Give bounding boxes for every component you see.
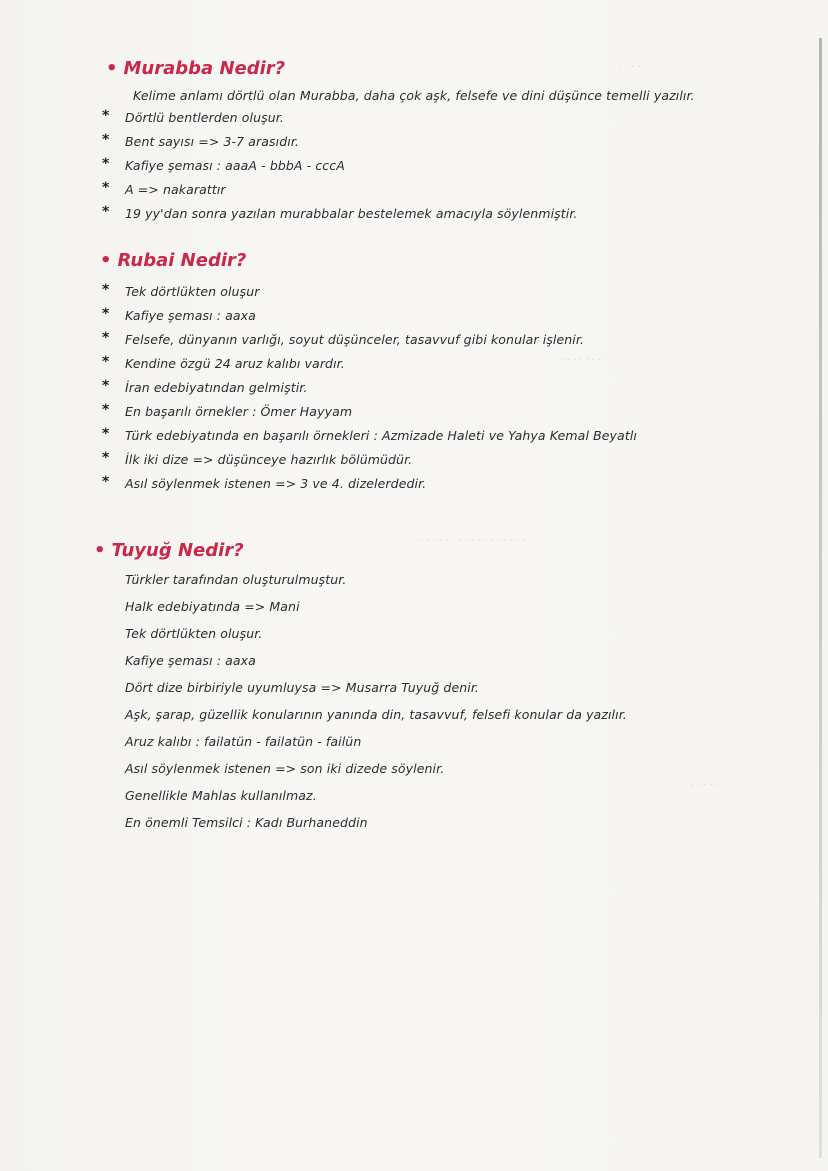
tuyug-item: Aşk, şarap, güzellik konularının yanında din, tasavvuf, felsefi konular da yazılır. (125, 707, 627, 722)
rubai-item: Tek dörtlükten oluşur (125, 284, 260, 299)
tuyug-item: Halk edebiyatında => Mani (125, 599, 300, 614)
tuyug-item: Dört dize birbiriyle uyumluysa => Musarra Tuyuğ denir. (125, 680, 480, 695)
bullet-star-icon: * (102, 354, 110, 370)
bullet-star-icon: * (102, 108, 110, 124)
bullet-star-icon: * (102, 402, 110, 418)
rubai-item: Türk edebiyatında en başarılı örnekleri : Azmizade Haleti ve Yahya Kemal Beyatlı (125, 428, 637, 443)
bullet-star-icon: * (102, 306, 110, 322)
rubai-item: Felsefe, dünyanın varlığı, soyut düşünceler, tasavvuf gibi konular işlenir. (125, 332, 585, 347)
bleed-through-mark: · · · · · · · · · · · · · · · · · (420, 536, 525, 547)
bullet-star-icon: * (102, 426, 110, 442)
bleed-through-mark: · · · · · (690, 780, 719, 791)
murabba-item: 19 yy'dan sonra yazılan murabbalar bestelemek amacıyla söylenmiştir. (125, 206, 578, 221)
rubai-item: Kendine özgü 24 aruz kalıbı vardır. (125, 356, 345, 371)
bleed-through-mark: · · · · · (612, 62, 641, 73)
bullet-star-icon: * (102, 474, 110, 490)
rubai-item: İran edebiyatından gelmiştir. (125, 380, 308, 395)
bullet-star-icon: * (102, 378, 110, 394)
rubai-item: İlk iki dize => düşünceye hazırlık bölümüdür. (125, 452, 413, 467)
bullet-star-icon: * (102, 282, 110, 298)
murabba-item: Dörtlü bentlerden oluşur. (125, 110, 284, 125)
bullet-star-icon: * (102, 330, 110, 346)
heading-rubai: • Rubai Nedir? (100, 250, 247, 271)
murabba-item: Kafiye şeması : aaaA - bbbA - cccA (125, 158, 345, 173)
tuyug-item: Tek dörtlükten oluşur. (125, 626, 263, 641)
rubai-item: Kafiye şeması : aaxa (125, 308, 256, 323)
tuyug-item: En önemli Temsilci : Kadı Burhaneddin (125, 815, 368, 830)
rubai-item: Asıl söylenmek istenen => 3 ve 4. dizelerdedir. (125, 476, 427, 491)
bullet-star-icon: * (102, 450, 110, 466)
bullet-star-icon: * (102, 180, 110, 196)
tuyug-item: Asıl söylenmek istenen => son iki dizede söylenir. (125, 761, 445, 776)
heading-murabba: • Murabba Nedir? (106, 58, 286, 79)
tuyug-item: Genellikle Mahlas kullanılmaz. (125, 788, 317, 803)
murabba-item: Bent sayısı => 3-7 arasıdır. (125, 134, 299, 149)
tuyug-item: Aruz kalıbı : failatün - failatün - failün (125, 734, 362, 749)
bullet-star-icon: * (102, 204, 110, 220)
bleed-through-mark: · · · · · · · (560, 355, 602, 366)
murabba-intro: Kelime anlamı dörtlü olan Murabba, daha çok aşk, felsefe ve dini düşünce temelli yazılır. (133, 88, 695, 103)
bullet-star-icon: * (102, 132, 110, 148)
tuyug-item: Türkler tarafından oluşturulmuştur. (125, 572, 347, 587)
rubai-item: En başarılı örnekler : Ömer Hayyam (125, 404, 353, 419)
heading-tuyug: • Tuyuğ Nedir? (94, 540, 244, 561)
murabba-item: A => nakarattır (125, 182, 226, 197)
bullet-star-icon: * (102, 156, 110, 172)
page-edge-shadow (819, 38, 822, 1158)
tuyug-item: Kafiye şeması : aaxa (125, 653, 256, 668)
